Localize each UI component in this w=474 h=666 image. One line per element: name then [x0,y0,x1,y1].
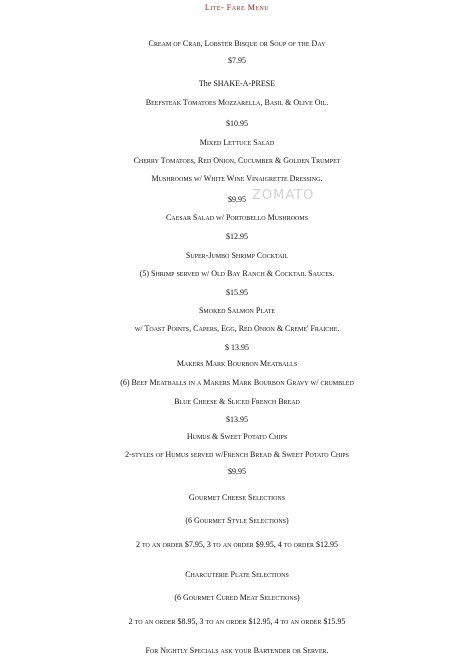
cheese-pricing: 2 to an order $7.95, 3 to an order $9.95, 4 to order $12.95 [135,540,338,549]
meatballs-desc-1: (6) Beef Meatballs in a Makers Mark Bourbon Gravy w/ crumbled [120,378,354,387]
mixed-salad-price: $9.95 [228,195,246,204]
shrimp-desc: (5) Shrimp served w/ Old Bay Ranch & Cocktail Sauces. [139,269,335,278]
soup-name: Cream of Crab, Lobster Bisque or Soup of the Day [148,39,326,48]
shrimp-name: Super-Jumbo Shrimp Cocktail [185,251,289,260]
mixed-salad-desc-1: Cherry Tomatoes, Red Onion, Cucumber & Golden Trumpet [133,156,341,165]
mixed-salad-desc-2: Mushrooms w/ White Wine Vinaigrette Dressing. [151,174,323,183]
shake-desc: Beefsteak Tomatoes Mozzarella, Basil & Olive Oil. [145,98,329,107]
meatballs-name: Makers Mark Bourbon Meatballs [176,359,298,368]
salmon-name: Smoked Salmon Plate [198,306,275,315]
watermark-logo: ZOMATO [252,188,315,203]
shake-price: $10.95 [226,119,248,128]
charcuterie-pricing: 2 to an order $8.95, 3 to an order $12.95, 4 to an order $15.95 [128,617,346,626]
salmon-price: $ 13.95 [225,343,249,352]
caesar-name: Caesar Salad w/ Portobello Mushrooms [165,213,309,222]
salmon-desc: w/ Toast Points, Capers, Egg, Red Onion & Creme' Fraiche. [134,324,340,333]
soup-price: $7.95 [228,56,246,65]
charcuterie-sub: (6 Gourmet Cured Meat Selections) [174,593,300,602]
meatballs-price: $13.95 [226,415,248,424]
shrimp-price: $15.95 [226,288,248,297]
humus-name: Humus & Sweet Potato Chips [186,432,288,441]
humus-price: $9.95 [228,467,246,476]
humus-desc: 2-styles of Humus served w/French Bread & Sweet Potato Chips [125,450,349,459]
caesar-price: $12.95 [226,232,248,241]
cheese-sub: (6 Gourmet Style Selections) [185,516,289,525]
footer-note: For Nightly Specials ask your Bartender or Server. [145,646,329,655]
cheese-heading: Gourmet Cheese Selections [188,493,286,502]
menu-title: Lite- Fare Menu [204,3,270,12]
meatballs-desc-2: Blue Cheese & Sliced French Bread [174,397,300,406]
mixed-salad-name: Mixed Lettuce Salad [199,138,275,147]
charcuterie-heading: Charcuterie Plate Selections [185,570,289,579]
shake-name: The SHAKE-A-PRESE [198,79,276,88]
